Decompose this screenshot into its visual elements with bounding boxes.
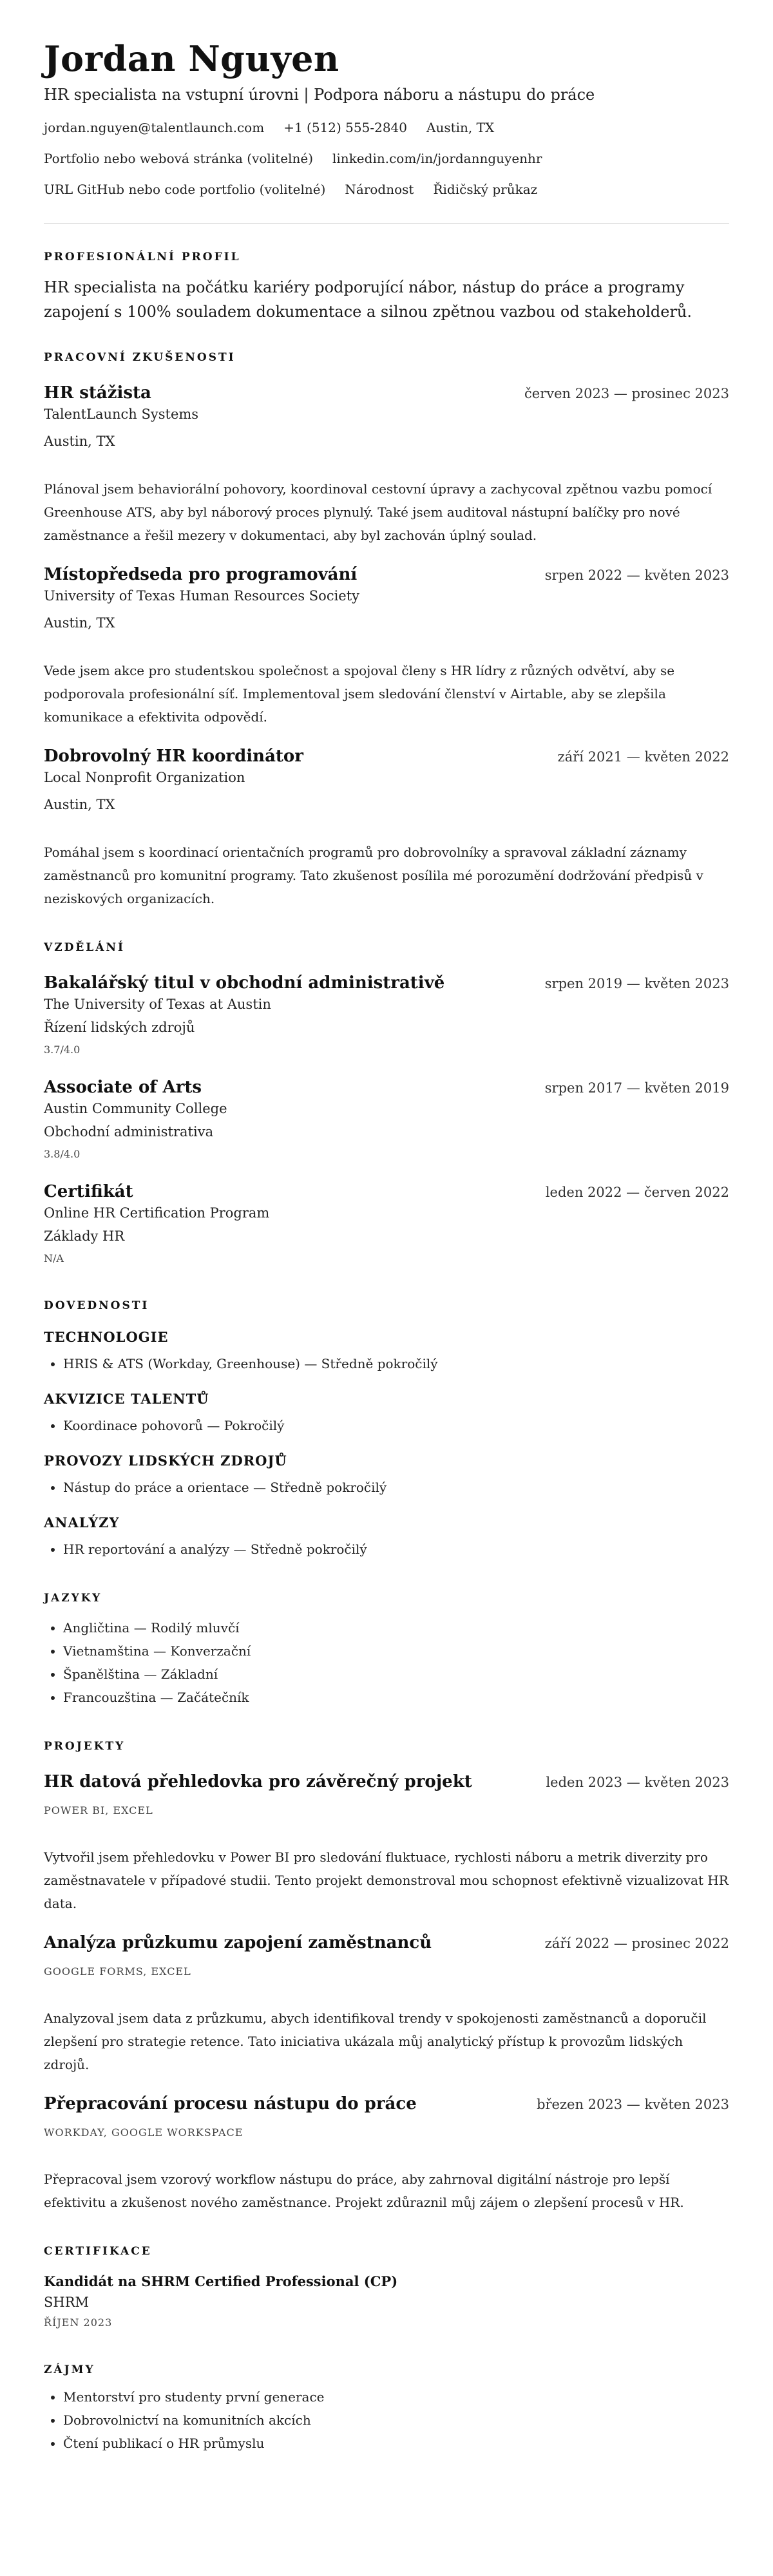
language-item: • Vietnamština — Konverzační bbox=[63, 1639, 729, 1663]
profile-section bbox=[44, 249, 729, 324]
school-name: The University of Texas at Austin bbox=[44, 997, 271, 1012]
skill-item: • HRIS & ATS (Workday, Greenhouse) — Středně pokročilý bbox=[63, 1352, 729, 1375]
driving-license: Řidičský průkaz bbox=[433, 182, 538, 197]
job-dates: září 2021 — květen 2022 bbox=[557, 749, 729, 765]
school-name: Austin Community College bbox=[44, 1101, 227, 1116]
gpa: 3.7/4.0 bbox=[44, 1044, 81, 1056]
project-tech: WORKDAY, GOOGLE WORKSPACE bbox=[44, 2126, 243, 2139]
field-of-study: Řízení lidských zdrojů bbox=[44, 1020, 195, 1035]
education-dates: leden 2022 — červen 2022 bbox=[545, 1185, 729, 1200]
phone-number: +1 (512) 555-2840 bbox=[283, 120, 407, 135]
job-description: Vede jsem akce pro studentskou společnost a spojoval členy s HR lídry z různých odvětví, aby se podporovala profesionální síť. Implementoval jsem sledování členství v Airtable, aby se zlepšila komunikace a efektivita odpovědí. bbox=[44, 663, 675, 725]
project-name: Přepracování procesu nástupu do práce bbox=[44, 2094, 417, 2113]
employer: University of Texas Human Resources Society bbox=[44, 588, 360, 604]
project-entry bbox=[44, 1771, 729, 1915]
job-title: Dobrovolný HR koordinátor bbox=[44, 747, 303, 766]
education-entry bbox=[44, 1076, 729, 1164]
job-dates: červen 2023 — prosinec 2023 bbox=[524, 386, 729, 401]
skills-section bbox=[44, 1298, 729, 1561]
candidate-name: Jordan Nguyen bbox=[44, 38, 339, 79]
skill-list bbox=[44, 1476, 729, 1499]
location: Austin, TX bbox=[426, 120, 495, 135]
experience-entry bbox=[44, 564, 729, 729]
language-list bbox=[44, 1616, 729, 1709]
project-name: HR datová přehledovka pro závěrečný projekt bbox=[44, 1772, 472, 1791]
nationality: Národnost bbox=[345, 182, 414, 197]
resume-header bbox=[44, 37, 729, 198]
certification-name: Kandidát na SHRM Certified Professional (CP) bbox=[44, 2273, 398, 2289]
project-description: Vytvořil jsem přehledovku v Power BI pro sledování fluktuace, rychlosti náboru a metrik diverzity pro zaměstnavatele v případové studii. Tento projekt demonstroval mou schopnost efektivně vizualizovat HR data. bbox=[44, 1849, 729, 1911]
interest-list bbox=[44, 2385, 729, 2455]
skill-list bbox=[44, 1538, 729, 1561]
contact-row-1 bbox=[44, 119, 729, 137]
section-title-education: VZDĚLÁNÍ bbox=[44, 941, 125, 954]
degree-title: Certifikát bbox=[44, 1182, 133, 1201]
skill-item: • Koordinace pohovorů — Pokročilý bbox=[63, 1414, 729, 1437]
skill-category: ANALÝZY bbox=[44, 1514, 120, 1531]
job-dates: srpen 2022 — květen 2023 bbox=[544, 568, 729, 583]
section-title-certifications: CERTIFIKACE bbox=[44, 2245, 152, 2258]
skill-list bbox=[44, 1352, 729, 1375]
skill-item: • Nástup do práce a orientace — Středně pokročilý bbox=[63, 1476, 729, 1499]
profile-summary: HR specialista na počátku kariéry podporující nábor, nástup do práce a programy zapojení s 100% souladem dokumentace a silnou zpětnou vazbou od stakeholderů. bbox=[44, 278, 692, 321]
skill-category: TECHNOLOGIE bbox=[44, 1329, 169, 1345]
project-description: Analyzoval jsem data z průzkumu, abych identifikoval trendy v spokojenosti zaměstnanců a doporučil zlepšení pro strategie retence. Tato iniciativa ukázala můj analytický přístup k provozům lidských zdrojů. bbox=[44, 2010, 707, 2072]
interests-section bbox=[44, 2362, 729, 2455]
skill-list bbox=[44, 1414, 729, 1437]
section-title-interests: ZÁJMY bbox=[44, 2363, 95, 2376]
project-entry bbox=[44, 2093, 729, 2214]
job-title: HR stážista bbox=[44, 383, 151, 403]
job-description: Pomáhal jsem s koordinací orientačních programů pro dobrovolníky a spravoval základní záznamy zaměstnanců pro komunitní programy. Tato zkušenost posílila mé porozumění dodržování předpisů v neziskových organizacích. bbox=[44, 844, 703, 906]
language-item: • Angličtina — Rodilý mluvčí bbox=[63, 1616, 729, 1639]
section-title-experience: PRACOVNÍ ZKUŠENOSTI bbox=[44, 351, 236, 364]
education-entry bbox=[44, 972, 729, 1060]
job-location: Austin, TX bbox=[44, 615, 115, 631]
certification-issuer: SHRM bbox=[44, 2295, 90, 2310]
employer: Local Nonprofit Organization bbox=[44, 770, 245, 785]
project-dates: leden 2023 — květen 2023 bbox=[546, 1775, 729, 1790]
languages-section bbox=[44, 1590, 729, 1709]
skill-category: PROVOZY LIDSKÝCH ZDROJŮ bbox=[44, 1453, 287, 1469]
experience-section bbox=[44, 350, 729, 910]
section-title-projects: PROJEKTY bbox=[44, 1740, 126, 1753]
education-dates: srpen 2017 — květen 2019 bbox=[544, 1080, 729, 1096]
contact-row-3 bbox=[44, 180, 729, 198]
job-location: Austin, TX bbox=[44, 797, 115, 812]
candidate-headline: HR specialista na vstupní úrovni | Podpora náboru a nástupu do práce bbox=[44, 86, 595, 104]
certifications-section bbox=[44, 2244, 729, 2333]
section-title-skills: DOVEDNOSTI bbox=[44, 1299, 149, 1312]
interest-item: • Mentorství pro studenty první generace bbox=[63, 2385, 729, 2409]
project-dates: září 2022 — prosinec 2022 bbox=[544, 1936, 729, 1951]
projects-section bbox=[44, 1739, 729, 2214]
gpa: 3.8/4.0 bbox=[44, 1148, 81, 1160]
portfolio-link[interactable]: Portfolio nebo webová stránka (volitelné) bbox=[44, 151, 314, 166]
certification-date: ŘÍJEN 2023 bbox=[44, 2316, 113, 2329]
experience-entry bbox=[44, 745, 729, 910]
header-divider bbox=[44, 223, 729, 224]
project-entry bbox=[44, 1932, 729, 2076]
project-name: Analýza průzkumu zapojení zaměstnanců bbox=[44, 1933, 432, 1952]
interest-item: • Čtení publikací o HR průmyslu bbox=[63, 2432, 729, 2455]
github-link[interactable]: URL GitHub nebo code portfolio (volitelné) bbox=[44, 182, 326, 197]
interest-item: • Dobrovolnictví na komunitních akcích bbox=[63, 2409, 729, 2432]
project-tech: POWER BI, EXCEL bbox=[44, 1804, 153, 1817]
job-description: Plánoval jsem behaviorální pohovory, koordinoval cestovní úpravy a zachycoval zpětnou vazbu pomocí Greenhouse ATS, aby byl náborový proces plynulý. Také jsem auditoval nástupní balíčky pro nové zaměstnance a řešil mezery v dokumentaci, aby byl zachován úplný soulad. bbox=[44, 481, 712, 543]
section-title-languages: JAZYKY bbox=[44, 1592, 102, 1605]
education-entry bbox=[44, 1181, 729, 1268]
gpa: N/A bbox=[44, 1252, 64, 1264]
skill-item: • HR reportování a analýzy — Středně pokročilý bbox=[63, 1538, 729, 1561]
job-title: Místopředseda pro programování bbox=[44, 565, 358, 584]
field-of-study: Obchodní administrativa bbox=[44, 1124, 214, 1140]
field-of-study: Základy HR bbox=[44, 1228, 125, 1244]
school-name: Online HR Certification Program bbox=[44, 1205, 270, 1221]
education-dates: srpen 2019 — květen 2023 bbox=[544, 976, 729, 991]
contact-row-2 bbox=[44, 149, 729, 167]
project-dates: březen 2023 — květen 2023 bbox=[537, 2097, 729, 2112]
project-description: Přepracoval jsem vzorový workflow nástupu do práce, aby zahrnoval digitální nástroje pro lepší efektivitu a zkušenost nového zaměstnance. Projekt zdůraznil můj zájem o zlepšení procesů v HR. bbox=[44, 2171, 684, 2210]
job-location: Austin, TX bbox=[44, 434, 115, 449]
project-tech: GOOGLE FORMS, EXCEL bbox=[44, 1965, 191, 1978]
section-title-profile: PROFESIONÁLNÍ PROFIL bbox=[44, 251, 241, 263]
skill-category: AKVIZICE TALENTŮ bbox=[44, 1391, 209, 1407]
employer: TalentLaunch Systems bbox=[44, 406, 199, 422]
education-section bbox=[44, 940, 729, 1268]
language-item: • Španělština — Základní bbox=[63, 1663, 729, 1686]
experience-entry bbox=[44, 382, 729, 547]
language-item: • Francouzština — Začátečník bbox=[63, 1686, 729, 1709]
email-link[interactable]: jordan.nguyen@talentlaunch.com bbox=[44, 120, 265, 135]
degree-title: Bakalářský titul v obchodní administrativě bbox=[44, 973, 445, 993]
degree-title: Associate of Arts bbox=[44, 1078, 202, 1097]
linkedin-link[interactable]: linkedin.com/in/jordannguyenhr bbox=[332, 151, 542, 166]
